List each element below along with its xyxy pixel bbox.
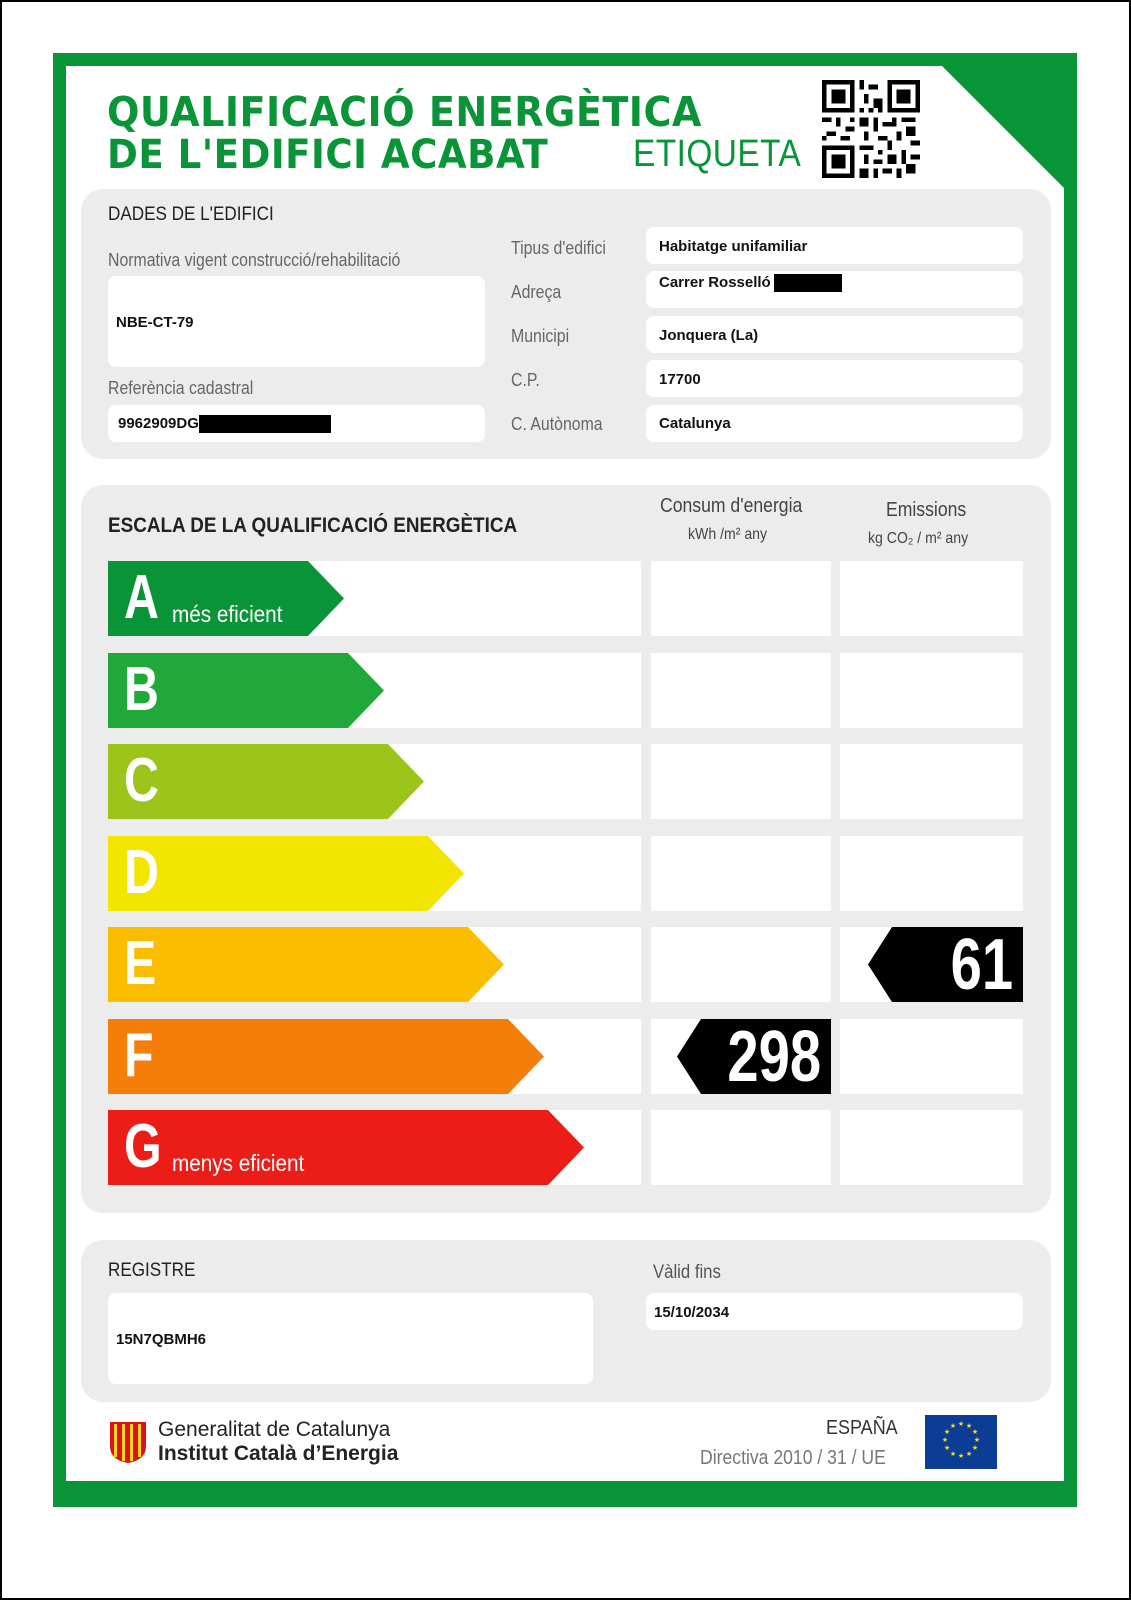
rating-letter: G (124, 1112, 162, 1181)
svg-text:★: ★ (965, 1422, 973, 1430)
consum-cell (651, 1110, 831, 1185)
svg-text:★: ★ (949, 1422, 957, 1430)
rating-band-shape (108, 927, 504, 1002)
rating-band-f (108, 1019, 548, 1094)
rating-letter: E (124, 929, 157, 998)
rating-band-b (108, 653, 388, 728)
svg-text:★: ★ (973, 1436, 981, 1444)
svg-text:★: ★ (971, 1428, 979, 1436)
consum-cell (651, 653, 831, 728)
rating-band-d (108, 836, 468, 911)
consum-cell (651, 744, 831, 819)
rating-letter: D (124, 838, 159, 907)
field-value-tipus: Habitatge unifamiliar (659, 238, 808, 255)
redaction-bar (774, 274, 842, 292)
field-value-autonoma: Catalunya (659, 415, 731, 432)
svg-text:★: ★ (943, 1428, 951, 1436)
svg-text:★: ★ (943, 1444, 951, 1452)
field-label-autonoma: C. Autònoma (511, 414, 603, 434)
institut-name: Institut Català d’Energia (158, 1442, 399, 1465)
field-label-municipi: Municipi (511, 326, 570, 346)
eu-flag-icon (925, 1415, 997, 1469)
normativa-label: Normativa vigent construcció/rehabilitació (108, 250, 401, 270)
valid-until-label: Vàlid fins (653, 1262, 721, 1283)
rating-letter: F (124, 1021, 154, 1090)
svg-text:★: ★ (949, 1450, 957, 1458)
svg-text:★: ★ (965, 1450, 973, 1458)
qr-code-icon (822, 80, 920, 178)
field-value-cp: 17700 (659, 371, 701, 388)
field-box-cp (646, 360, 1023, 397)
rating-band-shape (108, 836, 464, 911)
svg-text:★: ★ (957, 1452, 965, 1460)
rating-marker-value: 298 (727, 1017, 821, 1097)
rating-band-g (108, 1110, 588, 1185)
referencia-value: 9962909DG (118, 415, 199, 432)
consum-cell (651, 836, 831, 911)
svg-text:★: ★ (941, 1436, 949, 1444)
country-label: ESPAÑA (826, 1417, 898, 1439)
field-value-municipi: Jonquera (La) (659, 327, 759, 344)
emissions-marker (868, 925, 1023, 1005)
rating-band-caption: més eficient (172, 601, 283, 627)
rating-band-a (108, 561, 348, 636)
svg-text:★: ★ (971, 1444, 979, 1452)
valid-until-value: 15/10/2034 (654, 1304, 730, 1321)
emissions-cell (840, 744, 1023, 819)
generalitat-name: Generalitat de Catalunya (158, 1418, 391, 1441)
rating-marker-value: 61 (950, 925, 1013, 1005)
rating-letter: A (124, 563, 159, 632)
svg-text:★: ★ (957, 1420, 965, 1428)
field-label-adreca: Adreça (511, 282, 562, 302)
rating-band-caption: menys eficient (172, 1150, 305, 1176)
rating-band-e (108, 927, 508, 1002)
referencia-label: Referència cadastral (108, 378, 254, 398)
registry-value: 15N7QBMH6 (116, 1331, 207, 1348)
generalitat-logo-icon (108, 1420, 148, 1464)
rating-band-shape (108, 1019, 544, 1094)
rating-letter: B (124, 655, 159, 724)
emissions-unit: kg CO₂ / m² any (868, 530, 969, 547)
normativa-value: NBE-CT-79 (116, 314, 194, 331)
rating-scale-heading: ESCALA DE LA QUALIFICACIÓ ENERGÈTICA (108, 514, 518, 537)
directive-label: Directiva 2010 / 31 / UE (700, 1447, 886, 1469)
redaction-bar (199, 415, 331, 433)
title-line2: DE L'EDIFICI ACABAT (107, 132, 549, 178)
title-line1: QUALIFICACIÓ ENERGÈTICA (107, 88, 702, 136)
emissions-title: Emissions (886, 499, 967, 521)
corner-triangle (940, 64, 1066, 190)
consum-marker (677, 1017, 831, 1097)
field-value-adreca: Carrer Rosselló (659, 274, 771, 291)
consum-cell (651, 927, 831, 1002)
field-label-cp: C.P. (511, 370, 540, 390)
emissions-cell (840, 836, 1023, 911)
registry-heading: REGISTRE (108, 1260, 196, 1281)
consum-title: Consum d'energia (660, 495, 803, 517)
emissions-cell (840, 1110, 1023, 1185)
emissions-cell (840, 1019, 1023, 1094)
consum-unit: kWh /m² any (688, 526, 768, 543)
emissions-cell (840, 653, 1023, 728)
building-data-heading: DADES DE L'EDIFICI (108, 204, 274, 225)
field-label-tipus: Tipus d'edifici (511, 238, 606, 258)
consum-cell (651, 561, 831, 636)
rating-letter: C (124, 746, 159, 815)
emissions-cell (840, 561, 1023, 636)
etiqueta-label: ETIQUETA (633, 133, 802, 175)
rating-band-c (108, 744, 428, 819)
